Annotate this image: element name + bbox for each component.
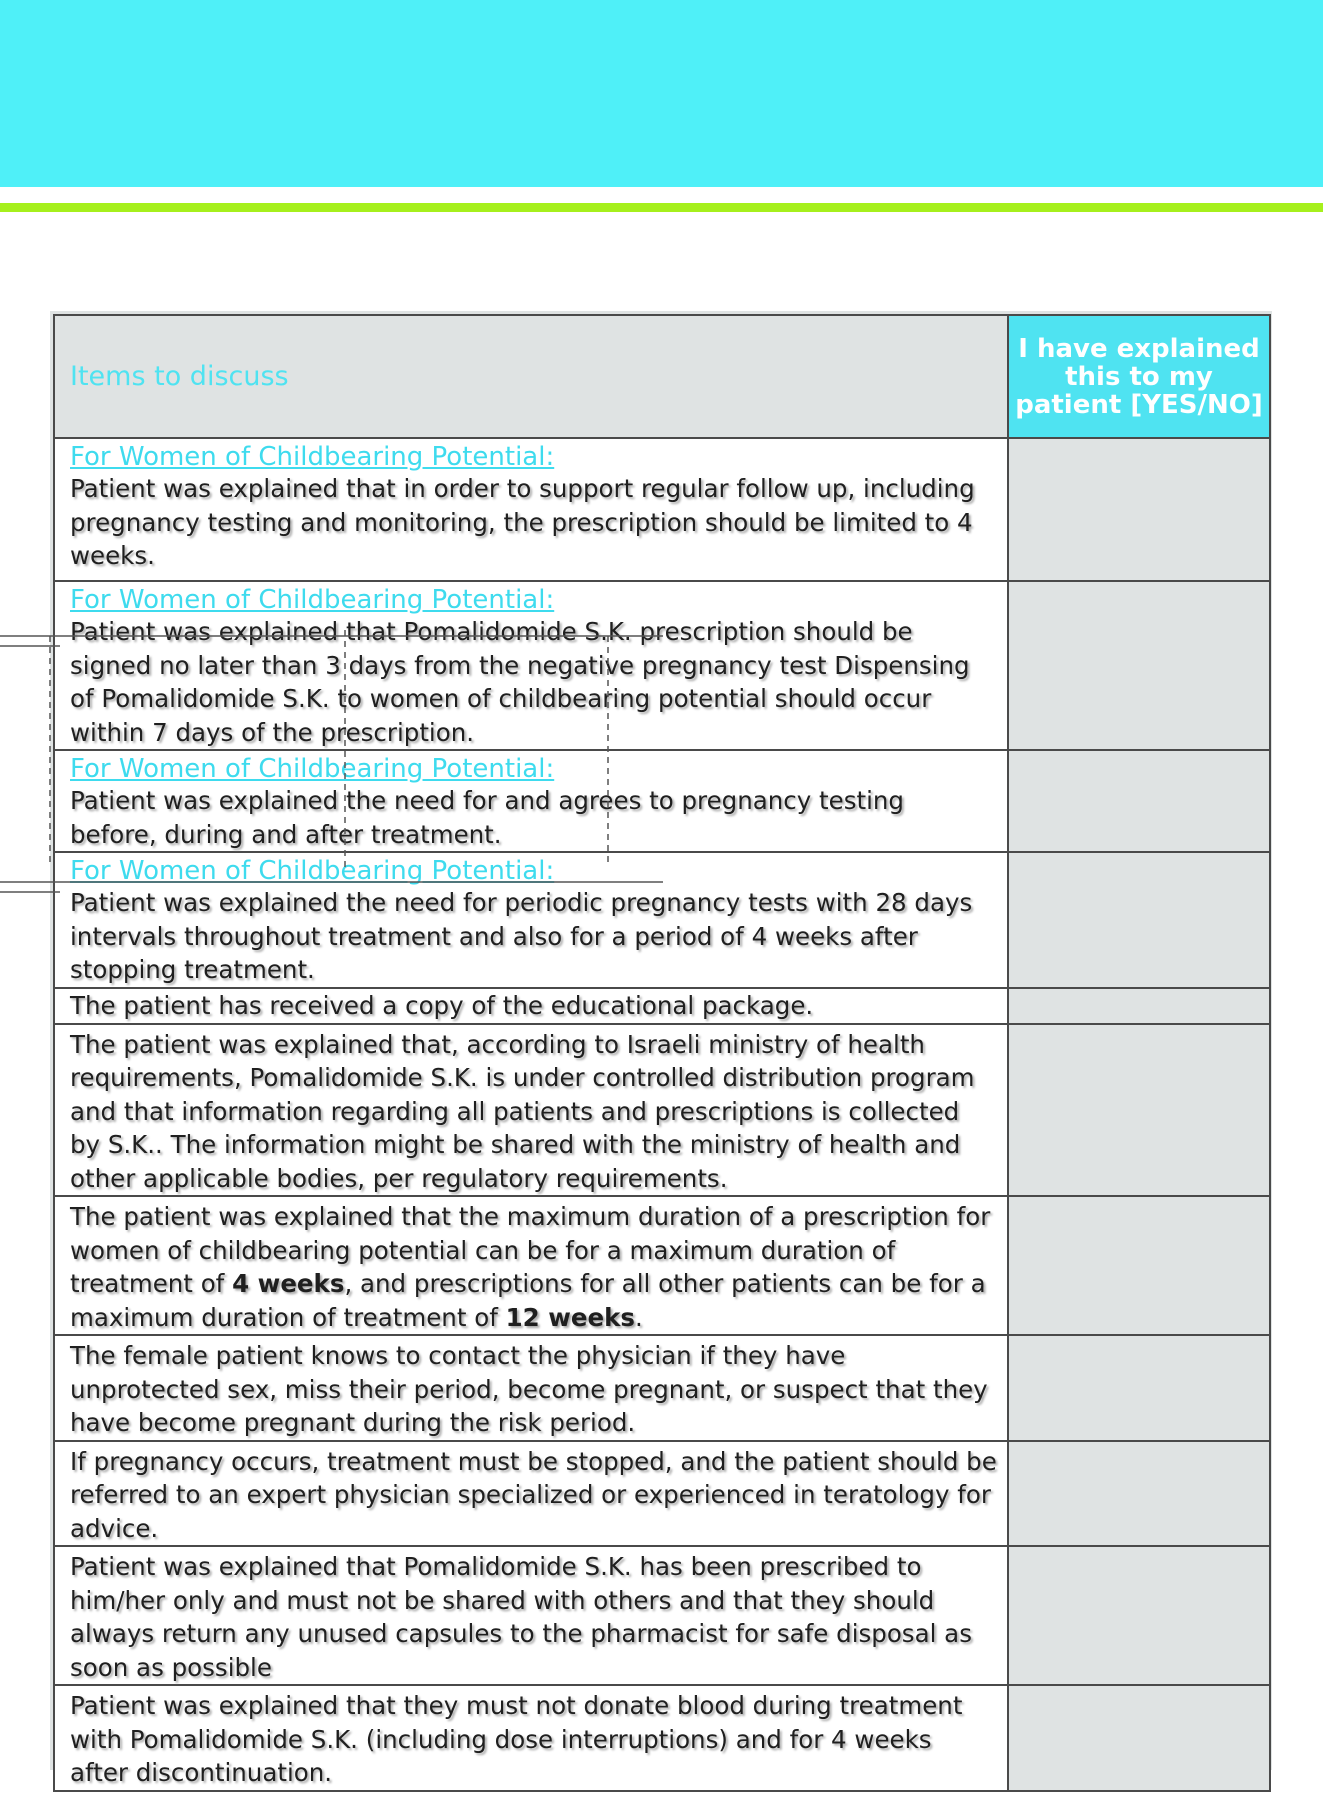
table-row [54, 1685, 1270, 1791]
row-text: Patient was explained that in order to support regular follow up, including pregnancy testing and monitoring, the prescription should be limited to 4 weeks. [70, 474, 975, 570]
row-text: Patient was explained that Pomalidomide S.K. has been prescribed to him/her only and must not be shared with others and that they should always return any unused capsules to the pharmacist for safe disposal as soon as possible [70, 1552, 972, 1682]
yes-no-cell[interactable] [1008, 1441, 1270, 1547]
table-row [54, 1546, 1270, 1685]
table-header-row [54, 315, 1270, 438]
row-text-part: The patient was explained that the maximum duration of a prescription for women of childbearing potential can be for a maximum duration of treatment of [70, 1202, 991, 1298]
duration-bold-4-weeks: 4 weeks [232, 1269, 345, 1298]
green-divider-line [0, 203, 1323, 212]
table-row [54, 1024, 1270, 1197]
table-row [54, 988, 1270, 1024]
row-text: Patient was explained that Pomalidomide S.K. prescription should be signed no later than 3 days from the negative pregnancy test Dispensing of Pomalidomide S.K. to women of childbearing potential should occur within 7 days of the prescription. [70, 617, 970, 747]
yes-no-cell[interactable] [1008, 750, 1270, 852]
checklist-table-frame [50, 311, 1272, 1787]
row-text: Patient was explained the need for and agrees to pregnancy testing before, during and after treatment. [70, 786, 904, 849]
row-subheading: For Women of Childbearing Potential: [70, 856, 555, 886]
item-cell [54, 581, 1008, 750]
item-cell [54, 1196, 1008, 1335]
row-text: The female patient knows to contact the physician if they have unprotected sex, miss their period, become pregnant, or suspect that they have become pregnant during the risk period. [70, 1341, 988, 1437]
duration-bold-12-weeks: 12 weeks [505, 1302, 635, 1332]
top-color-band [0, 0, 1323, 187]
yes-no-cell[interactable] [1008, 438, 1270, 581]
yes-no-cell[interactable] [1008, 1685, 1270, 1791]
table-row [54, 438, 1270, 581]
yes-no-cell[interactable] [1008, 1196, 1270, 1335]
table-row [54, 1335, 1270, 1441]
yes-no-cell[interactable] [1008, 1024, 1270, 1197]
header-check-cell [1008, 315, 1270, 438]
item-cell [54, 1024, 1008, 1197]
header-items-label: Items to discuss [70, 361, 289, 392]
row-text-part: , and prescriptions for all other patients can be for a maximum duration of treatment of [70, 1269, 986, 1332]
row-text: The patient has received a copy of the educational package. [70, 991, 814, 1020]
item-cell [54, 1441, 1008, 1547]
row-text [70, 1200, 997, 1334]
header-check-label: I have explained this to my patient [YES/NO] [1015, 333, 1263, 420]
row-subheading: For Women of Childbearing Potential: [70, 585, 555, 615]
row-subheading: For Women of Childbearing Potential: [70, 442, 555, 472]
item-cell [54, 750, 1008, 852]
item-cell [54, 438, 1008, 581]
yes-no-cell[interactable] [1008, 581, 1270, 750]
row-text: Patient was explained the need for periodic pregnancy tests with 28 days intervals throughout treatment and also for a period of 4 weeks after stopping treatment. [70, 888, 973, 984]
table-row [54, 1196, 1270, 1335]
table-row [54, 852, 1270, 988]
table-row [54, 1441, 1270, 1547]
row-text: The patient was explained that, according to Israeli ministry of health requirements, Pomalidomide S.K. is under controlled distribution program and that information regarding all patients and prescriptions is collected by S.K.. The information might be shared with the ministry of health and other applicable bodies, per regulatory requirements. [70, 1029, 975, 1193]
item-cell [54, 1685, 1008, 1791]
yes-no-cell[interactable] [1008, 1546, 1270, 1685]
row-text: If pregnancy occurs, treatment must be stopped, and the patient should be referred to an expert physician specialized or experienced in teratology for advice. [70, 1446, 997, 1543]
checklist-table [53, 314, 1271, 1792]
header-items-cell [54, 315, 1008, 438]
item-cell [54, 988, 1008, 1024]
row-subheading: For Women of Childbearing Potential: [70, 754, 555, 784]
table-row [54, 750, 1270, 852]
yes-no-cell[interactable] [1008, 1335, 1270, 1441]
row-text-part: . [635, 1302, 643, 1332]
table-row [54, 581, 1270, 750]
item-cell [54, 852, 1008, 988]
item-cell [54, 1335, 1008, 1441]
yes-no-cell[interactable] [1008, 852, 1270, 988]
item-cell [54, 1546, 1008, 1685]
row-text: Patient was explained that they must not donate blood during treatment with Pomalidomide S.K. (including dose interruptions) and for 4 weeks after discontinuation. [70, 1691, 963, 1787]
yes-no-cell[interactable] [1008, 988, 1270, 1024]
